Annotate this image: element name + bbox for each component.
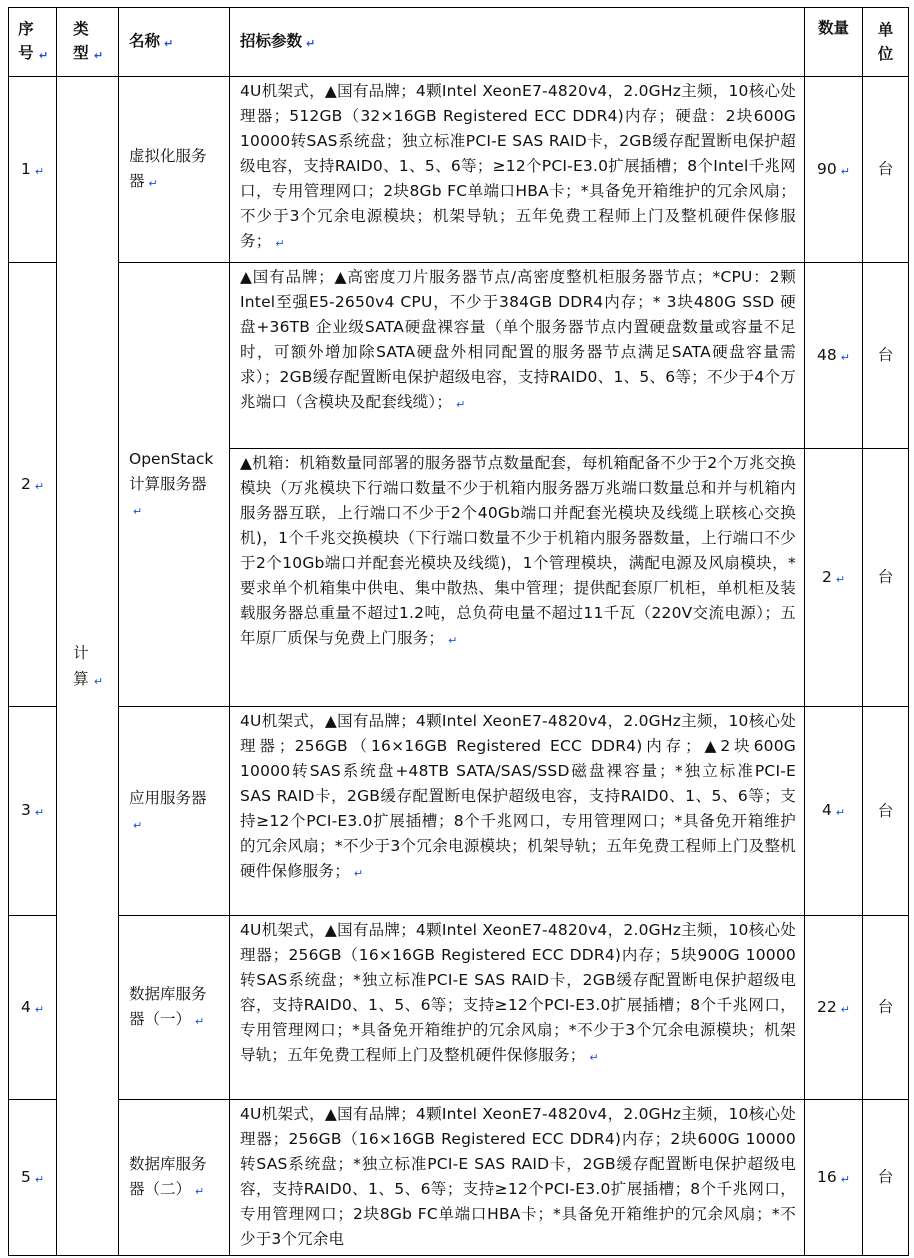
row-seq: 2 ↵	[9, 263, 57, 707]
table-row	[9, 1100, 909, 1256]
row-name: 数据库服务器（一） ↵	[119, 916, 230, 1100]
header-type: 类型 ↵	[57, 8, 119, 77]
table-row	[9, 263, 909, 449]
row-params: ▲国有品牌；▲高密度刀片服务器节点/高密度整机柜服务器节点；*CPU：2颗Intel至强E5-2650v4 CPU，不少于384GB DDR4内存；* 3块480G SSD 硬盘+36TB 企业级SATA硬盘裸容量（单个服务器节点内置硬盘数量或容量不足时，可额外增加除SATA硬盘外相同配置的服务器节点满足SATA硬盘容量需求）；2GB缓存配置断电保护超级电容，支持RAID0、1、5、6等；不少于4个万兆端口（含模块及配套线缆）； ↵	[230, 263, 805, 449]
row-unit: 台	[863, 263, 909, 449]
row-unit: 台	[863, 707, 909, 916]
bid-parameter-table	[8, 7, 909, 1256]
row-qty: 90 ↵	[805, 77, 863, 263]
row-unit: 台	[863, 449, 909, 707]
row-qty: 48 ↵	[805, 263, 863, 449]
table-row	[9, 916, 909, 1100]
row-params: ▲机箱：机箱数量同部署的服务器节点数量配套，每机箱配备不少于2个万兆交换模块（万兆模块下行端口数量不少于机箱内服务器万兆端口数量总和并与机箱内服务器互联，上行端口不少于2个40Gb端口并配套光模块及线缆上联核心交换机)，1个千兆交换模块（下行端口数量不少于机箱内服务器数量，上行端口不少于2个10Gb端口并配套光模块及线缆)，1个管理模块，满配电源及风扇模块，*要求单个机箱集中供电、集中散热、集中管理；提供配套原厂机柜，单机柜及装载服务器总重量不超过1.2吨，总负荷电量不超过11千瓦（220V交流电源）；五年原厂质保与免费上门服务； ↵	[230, 449, 805, 707]
row-seq: 5 ↵	[9, 1100, 57, 1256]
row-params: 4U机架式，▲国有品牌；4颗Intel XeonE7-4820v4，2.0GHz主频，10核心处理器；256GB（16×16GB Registered ECC DDR4)内存；2块600G 10000转SAS系统盘；*独立标准PCI-E SAS RAID卡，2GB缓存配置断电保护超级电容，支持RAID0、1、5、6等；支持≥12个PCI-E3.0扩展插槽；8个千兆网口，专用管理网口；2块8Gb FC单端口HBA卡；*具备免开箱维护的冗余风扇；*不少于3个冗余电	[230, 1100, 805, 1256]
row-name: 应用服务器↵	[119, 707, 230, 916]
header-row	[9, 8, 909, 77]
row-unit: 台	[863, 1100, 909, 1256]
row-seq: 3 ↵	[9, 707, 57, 916]
row-qty: 2 ↵	[805, 449, 863, 707]
row-params: 4U机架式，▲国有品牌；4颗Intel XeonE7-4820v4，2.0GHz主频，10核心处理器；512GB（32×16GB Registered ECC DDR4)内存；硬盘：2块600G 10000转SAS系统盘；独立标准PCI-E SAS RAID卡，2GB缓存配置断电保护超级电容，支持RAID0、1、5、6等；≥12个PCI-E3.0扩展插槽；8个Intel千兆网口，专用管理网口；2块8Gb FC单端口HBA卡；*具备免开箱维护的冗余风扇；不少于3个冗余电源模块；机架导轨；五年免费工程师上门及整机硬件保修服务； ↵	[230, 77, 805, 263]
row-qty: 16 ↵	[805, 1100, 863, 1256]
row-seq: 4 ↵	[9, 916, 57, 1100]
row-qty: 4 ↵	[805, 707, 863, 916]
header-unit: 单位	[863, 8, 909, 77]
row-params: 4U机架式，▲国有品牌；4颗Intel XeonE7-4820v4，2.0GHz主频，10核心处理器；256GB（16×16GB Registered ECC DDR4)内存；▲2块600G 10000转SAS系统盘+48TB SATA/SAS/SSD磁盘裸容量；*独立标准PCI-E SAS RAID卡，2GB缓存配置断电保护超级电容，支持RAID0、1、5、6等；支持≥12个PCI-E3.0扩展插槽；8个千兆网口，专用管理网口；*具备免开箱维护的冗余风扇；*不少于3个冗余电源模块；机架导轨；五年免费工程师上门及整机硬件保修服务； ↵	[230, 707, 805, 916]
row-seq: 1 ↵	[9, 77, 57, 263]
category-cell: 计算 ↵	[57, 77, 119, 1256]
table-row	[9, 707, 909, 916]
header-qty: 数量	[805, 8, 863, 77]
header-seq: 序号 ↵	[9, 8, 57, 77]
row-name: OpenStack计算服务器↵	[119, 263, 230, 707]
row-name: 虚拟化服务器 ↵	[119, 77, 230, 263]
header-params: 招标参数 ↵	[230, 8, 805, 77]
header-name: 名称 ↵	[119, 8, 230, 77]
row-unit: 台	[863, 916, 909, 1100]
row-name: 数据库服务器（二） ↵	[119, 1100, 230, 1256]
row-qty: 22 ↵	[805, 916, 863, 1100]
table-row	[9, 77, 909, 263]
row-params: 4U机架式，▲国有品牌；4颗Intel XeonE7-4820v4，2.0GHz主频，10核心处理器；256GB（16×16GB Registered ECC DDR4)内存；5块900G 10000转SAS系统盘；*独立标准PCI-E SAS RAID卡，2GB缓存配置断电保护超级电容，支持RAID0、1、5、6等；支持≥12个PCI-E3.0扩展插槽；8个千兆网口，专用管理网口；*具备免开箱维护的冗余风扇；*不少于3个冗余电源模块；机架导轨；五年免费工程师上门及整机硬件保修服务； ↵	[230, 916, 805, 1100]
row-unit: 台	[863, 77, 909, 263]
